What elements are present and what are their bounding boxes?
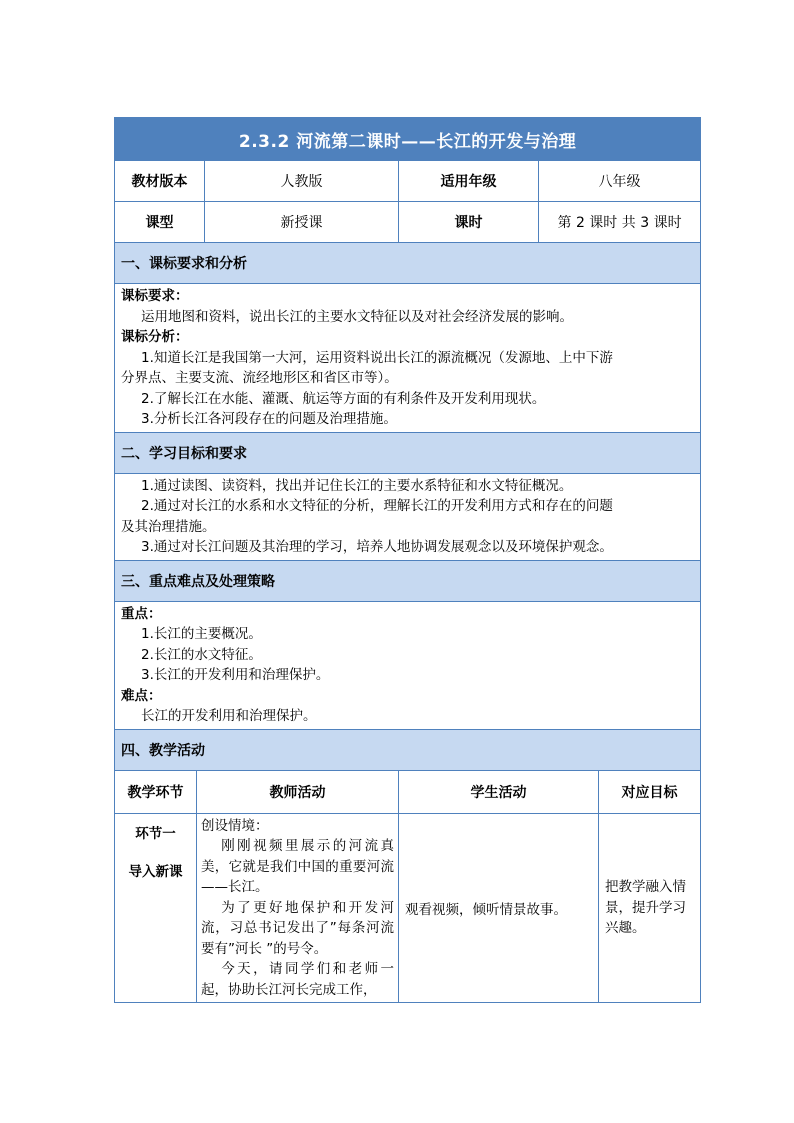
step-cell [115,813,197,1003]
standards-req-text: 运用地图和资料，说出长江的主要水文特征以及对社会经济发展的影响。 [141,308,573,325]
teacher-activity [197,813,399,1003]
col-header-teacher: 教师活动 [197,770,399,813]
goal-cell: 把教学融入情景，提升学习兴趣。 [599,813,701,1003]
grade-label: 适用年级 [399,161,539,202]
col-header-step: 教学环节 [115,770,197,813]
section-heading-keypoints: 三、重点难点及处理策略 [115,560,701,601]
col-header-student: 学生活动 [399,770,599,813]
document-title: 2.3.2 河流第二课时——长江的开发与治理 [115,118,701,161]
section-heading-activities: 四、教学活动 [115,729,701,770]
student-activity: 观看视频，倾听情景故事。 [399,813,599,1003]
list-item: 及其治理措施。 [121,518,216,535]
list-item: 2.长江的水文特征。 [141,646,262,663]
edition-label: 教材版本 [115,161,205,202]
standards-body [115,284,701,433]
teacher-line: 创设情境： [201,817,269,834]
list-item: 2.了解长江在水能、灌溉、航运等方面的有利条件及开发利用现状。 [141,390,546,407]
keypoints-body [115,601,701,729]
standards-req-label: 课标要求： [121,288,189,304]
edition-value: 人教版 [205,161,399,202]
teacher-line: 刚刚视频里展示的河流真美，它就是我们中国的重要河流——长江。 [201,838,394,895]
grade-value: 八年级 [539,161,701,202]
list-item: 1.通过读图、读资料，找出并记住长江的主要水系特征和水文特征概况。 [141,477,573,494]
hours-value: 第 2 课时 共 3 课时 [539,202,701,243]
step-name: 导入新课 [128,863,183,880]
list-item: 3.通过对长江问题及其治理的学习，培养人地协调发展观念以及环境保护观念。 [141,539,613,555]
col-header-goal: 对应目标 [599,770,701,813]
hours-label: 课时 [399,202,539,243]
list-item: 3.长江的开发利用和治理保护。 [141,667,330,683]
section-heading-goals: 二、学习目标和要求 [115,432,701,473]
standards-analysis-label: 课标分析： [121,329,189,345]
teacher-line: 为了更好地保护和开发河流，习总书记发出了”每条河流要有”河长 ”的号令。 [201,899,394,957]
teacher-line: 今天，请同学们和老师一起，协助长江河长完成工作， [201,961,394,998]
list-item: 3.分析长江各河段存在的问题及治理措施。 [141,411,397,427]
list-item: 1.长江的主要概况。 [141,626,262,642]
lesson-plan [114,117,700,1003]
list-item: 1.知道长江是我国第一大河，运用资料说出长江的源流概况（发源地、上中下游 [141,349,613,366]
step-number: 环节一 [135,825,176,842]
difficulty-text: 长江的开发利用和治理保护。 [141,708,317,724]
lesson-plan-table [114,117,701,1003]
type-label: 课型 [115,202,205,243]
list-item: 分界点、主要支流、流经地形区和省区市等）。 [121,370,398,386]
goals-body [115,473,701,560]
section-heading-standards: 一、课标要求和分析 [115,243,701,284]
key-label: 重点： [121,605,162,622]
difficulty-label: 难点： [121,687,162,704]
list-item: 2.通过对长江的水系和水文特征的分析，理解长江的开发利用方式和存在的问题 [141,498,613,514]
type-value: 新授课 [205,202,399,243]
